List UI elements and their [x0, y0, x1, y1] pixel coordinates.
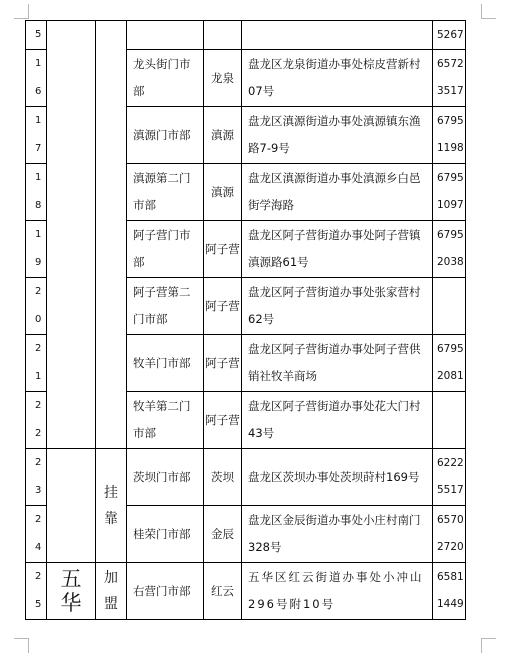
table-row — [26, 563, 466, 620]
store-name: 龙头街门市部 — [127, 50, 204, 107]
address: 盘龙区龙泉街道办事处棕皮营新村07号 — [242, 50, 433, 107]
phone-code: 65702720 — [433, 506, 466, 563]
phone-code: 67951198 — [433, 107, 466, 164]
margin-mark-top-left — [14, 4, 29, 19]
address: 盘龙区阿子营街道办事处阿子营供销社牧羊商场 — [242, 335, 433, 392]
address: 盘龙区阿子营街道办事处阿子营镇滇源路61号 — [242, 221, 433, 278]
area-name: 滇源 — [204, 164, 242, 221]
row-number-b: 0 — [35, 314, 42, 325]
area-name: 阿子营 — [204, 392, 242, 449]
margin-mark-bottom-left — [14, 638, 29, 653]
store-name — [127, 21, 204, 50]
store-name: 牧羊门市部 — [127, 335, 204, 392]
row-number-b: 1 — [35, 371, 42, 382]
phone-code — [433, 392, 466, 449]
type-jiameng: 加盟 — [96, 563, 127, 620]
area-name: 阿子营 — [204, 221, 242, 278]
store-name: 右营门市部 — [127, 563, 204, 620]
row-number-a: 2 — [35, 343, 42, 354]
area-name — [204, 21, 242, 50]
margin-mark-top-right — [481, 4, 496, 19]
phone-code: 67951097 — [433, 164, 466, 221]
district-cell-empty — [47, 449, 96, 563]
area-name: 龙泉 — [204, 50, 242, 107]
store-table — [25, 20, 466, 620]
row-number-a: 2 — [35, 400, 42, 411]
address: 盘龙区滇源街道办事处滇源镇东渔路7-9号 — [242, 107, 433, 164]
area-name: 红云 — [204, 563, 242, 620]
address: 盘龙区阿子营街道办事处花大门村43号 — [242, 392, 433, 449]
table-row — [26, 21, 466, 50]
row-number-b: 9 — [35, 257, 42, 268]
store-name: 阿子营门市部 — [127, 221, 204, 278]
phone-code: 5267 — [433, 21, 466, 50]
store-name: 滇源门市部 — [127, 107, 204, 164]
table-row — [26, 449, 466, 506]
phone-code: 67952038 — [433, 221, 466, 278]
phone-code: 67952081 — [433, 335, 466, 392]
row-number-a: 1 — [35, 58, 42, 69]
area-name: 阿子营 — [204, 278, 242, 335]
row-number-a: 2 — [35, 286, 42, 297]
row-number-a: 2 — [35, 457, 42, 468]
store-name: 牧羊第二门市部 — [127, 392, 204, 449]
area-name: 阿子营 — [204, 335, 242, 392]
address: 盘龙区金辰街道办事处小庄村南门328号 — [242, 506, 433, 563]
row-number-b: 8 — [35, 200, 42, 211]
area-name: 金辰 — [204, 506, 242, 563]
address: 盘龙区阿子营街道办事处张家营村62号 — [242, 278, 433, 335]
type-guakao: 挂靠 — [96, 449, 127, 563]
phone-code: 65811449 — [433, 563, 466, 620]
row-number-a: 1 — [35, 172, 42, 183]
margin-mark-bottom-right — [481, 638, 496, 653]
row-number-a: 2 — [35, 514, 42, 525]
row-number-b: 6 — [35, 86, 42, 97]
store-name: 阿子营第二门市部 — [127, 278, 204, 335]
row-number-b: 4 — [35, 542, 42, 553]
row-number-a: 2 — [35, 571, 42, 582]
row-number-a: 1 — [35, 229, 42, 240]
phone-code — [433, 278, 466, 335]
type-cell-empty — [96, 21, 127, 449]
row-number-b: 2 — [35, 428, 42, 439]
row-number-a: 1 — [35, 115, 42, 126]
row-number-b: 7 — [35, 143, 42, 154]
store-name: 茨坝门市部 — [127, 449, 204, 506]
row-number-b: 3 — [35, 485, 42, 496]
address: 五华区红云街道办事处小冲山296号附10号 — [242, 563, 433, 620]
area-name: 茨坝 — [204, 449, 242, 506]
store-name: 滇源第二门市部 — [127, 164, 204, 221]
area-name: 滇源 — [204, 107, 242, 164]
phone-code: 62225517 — [433, 449, 466, 506]
row-number-b: 5 — [35, 599, 42, 610]
address: 盘龙区茨坝办事处茨坝莳村169号 — [242, 449, 433, 506]
store-name: 桂荣门市部 — [127, 506, 204, 563]
address: 盘龙区滇源街道办事处滇源乡白邑街学海路 — [242, 164, 433, 221]
district-cell-empty — [47, 21, 96, 449]
district-wuhua: 五华 — [47, 563, 96, 620]
address — [242, 21, 433, 50]
phone-code: 65723517 — [433, 50, 466, 107]
row-number: 5 — [35, 29, 42, 40]
